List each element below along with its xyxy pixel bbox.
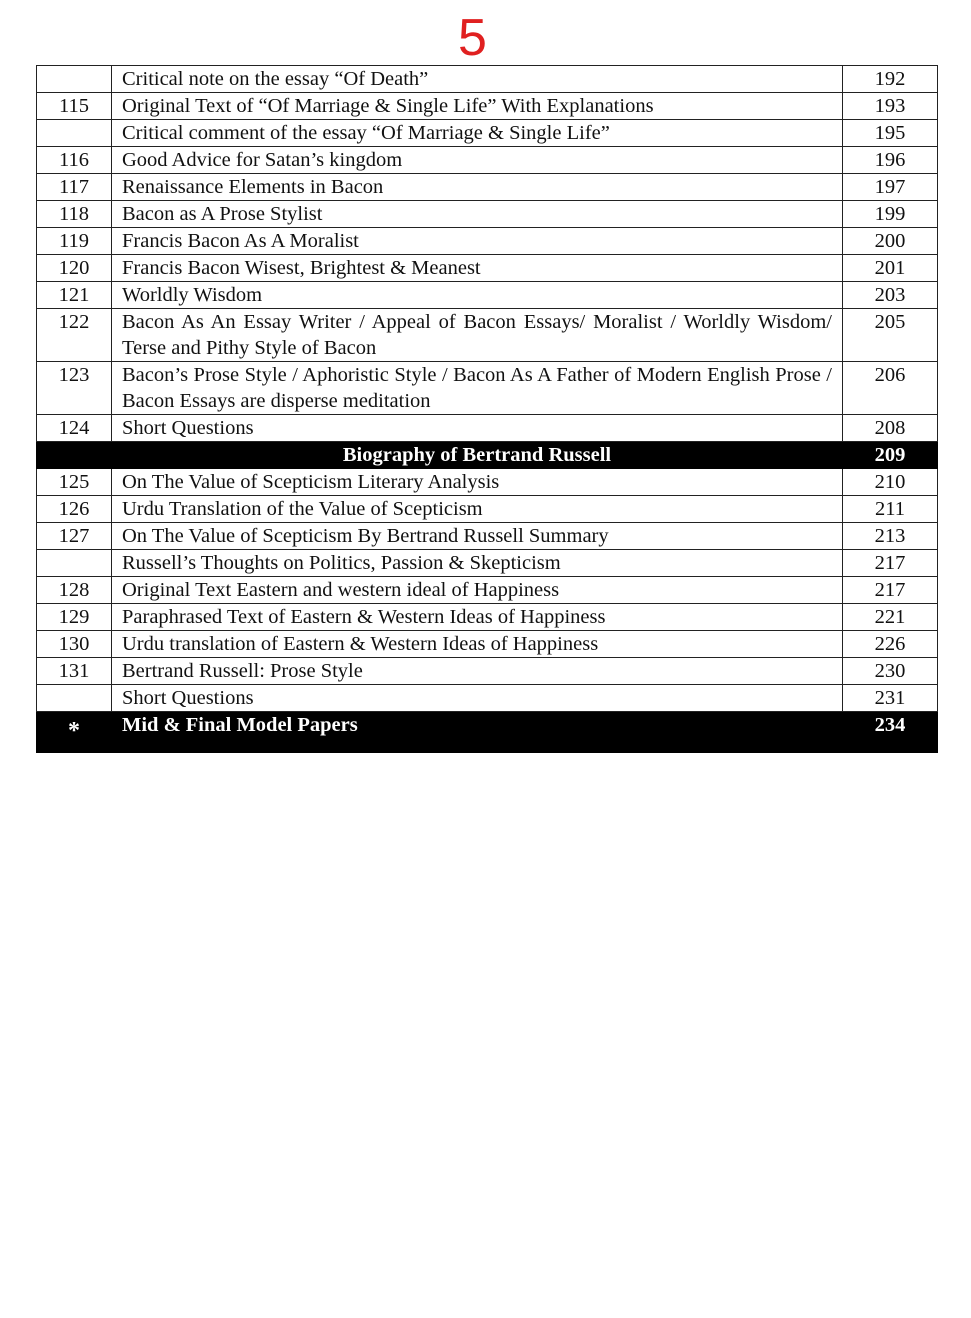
final-row [37, 712, 938, 753]
table-row [37, 415, 938, 442]
section-title: Biography of Bertrand Russell [112, 442, 843, 469]
table-of-contents [36, 65, 938, 753]
table-row [37, 174, 938, 201]
section-header-row [37, 442, 938, 469]
page-ref: 195 [843, 120, 938, 147]
chapter-number: 116 [37, 147, 112, 174]
final-title: Mid & Final Model Papers [112, 712, 843, 753]
table-row [37, 362, 938, 415]
page-ref: 192 [843, 66, 938, 93]
table-row [37, 120, 938, 147]
page-ref: 210 [843, 469, 938, 496]
chapter-number: 120 [37, 255, 112, 282]
page-ref: 196 [843, 147, 938, 174]
table-row [37, 496, 938, 523]
table-row [37, 201, 938, 228]
chapter-number [37, 550, 112, 577]
table-row [37, 550, 938, 577]
asterisk-icon: * [37, 712, 112, 753]
page-ref: 206 [843, 362, 938, 415]
page-number: 5 [458, 9, 487, 67]
chapter-title: Francis Bacon Wisest, Brightest & Meanest [112, 255, 843, 282]
chapter-number: 127 [37, 523, 112, 550]
chapter-title: Good Advice for Satan’s kingdom [112, 147, 843, 174]
chapter-title: Original Text Eastern and western ideal of Happiness [112, 577, 843, 604]
table-row [37, 469, 938, 496]
page-ref: 203 [843, 282, 938, 309]
chapter-title: Urdu translation of Eastern & Western Ideas of Happiness [112, 631, 843, 658]
chapter-number: 128 [37, 577, 112, 604]
page-ref: 208 [843, 415, 938, 442]
final-page-ref: 234 [843, 712, 938, 753]
page-ref: 217 [843, 577, 938, 604]
table-row [37, 309, 938, 362]
chapter-title: Russell’s Thoughts on Politics, Passion & Skepticism [112, 550, 843, 577]
chapter-number [37, 66, 112, 93]
chapter-number: 129 [37, 604, 112, 631]
chapter-title: Urdu Translation of the Value of Scepticism [112, 496, 843, 523]
section-page-ref: 209 [843, 442, 938, 469]
chapter-title: Bacon As An Essay Writer / Appeal of Bacon Essays/ Moralist / Worldly Wisdom/ Terse and Pithy Style of Bacon [112, 309, 843, 362]
page-ref: 231 [843, 685, 938, 712]
section-number [37, 442, 112, 469]
chapter-number: 123 [37, 362, 112, 415]
table-row [37, 228, 938, 255]
chapter-number: 124 [37, 415, 112, 442]
page-ref: 200 [843, 228, 938, 255]
page-ref: 201 [843, 255, 938, 282]
chapter-number: 119 [37, 228, 112, 255]
table-row [37, 523, 938, 550]
chapter-title: Short Questions [112, 685, 843, 712]
chapter-title: Bacon as A Prose Stylist [112, 201, 843, 228]
chapter-title: On The Value of Scepticism By Bertrand Russell Summary [112, 523, 843, 550]
chapter-title: Paraphrased Text of Eastern & Western Ideas of Happiness [112, 604, 843, 631]
table-row [37, 147, 938, 174]
chapter-number: 126 [37, 496, 112, 523]
table-row [37, 93, 938, 120]
chapter-number: 121 [37, 282, 112, 309]
page-ref: 217 [843, 550, 938, 577]
chapter-title: Critical note on the essay “Of Death” [112, 66, 843, 93]
page-ref: 213 [843, 523, 938, 550]
chapter-title: Renaissance Elements in Bacon [112, 174, 843, 201]
chapter-title: Original Text of “Of Marriage & Single Life” With Explanations [112, 93, 843, 120]
chapter-title: Worldly Wisdom [112, 282, 843, 309]
table-row [37, 685, 938, 712]
chapter-number [37, 120, 112, 147]
chapter-number: 125 [37, 469, 112, 496]
chapter-number: 115 [37, 93, 112, 120]
table-row [37, 604, 938, 631]
page-ref: 211 [843, 496, 938, 523]
chapter-title: On The Value of Scepticism Literary Analysis [112, 469, 843, 496]
page-ref: 193 [843, 93, 938, 120]
chapter-number: 122 [37, 309, 112, 362]
table-row [37, 282, 938, 309]
table-row [37, 255, 938, 282]
chapter-number: 130 [37, 631, 112, 658]
table-row [37, 577, 938, 604]
chapter-number [37, 685, 112, 712]
page-ref: 205 [843, 309, 938, 362]
page-ref: 226 [843, 631, 938, 658]
chapter-title: Short Questions [112, 415, 843, 442]
chapter-number: 117 [37, 174, 112, 201]
chapter-number: 131 [37, 658, 112, 685]
page-ref: 230 [843, 658, 938, 685]
table-row [37, 658, 938, 685]
page-ref: 199 [843, 201, 938, 228]
chapter-title: Francis Bacon As A Moralist [112, 228, 843, 255]
table-row [37, 66, 938, 93]
table-row [37, 631, 938, 658]
chapter-title: Critical comment of the essay “Of Marriage & Single Life” [112, 120, 843, 147]
chapter-title: Bertrand Russell: Prose Style [112, 658, 843, 685]
page-ref: 221 [843, 604, 938, 631]
page-ref: 197 [843, 174, 938, 201]
chapter-title: Bacon’s Prose Style / Aphoristic Style / Bacon As A Father of Modern English Prose / Bacon Essays are disperse meditation [112, 362, 843, 415]
chapter-number: 118 [37, 201, 112, 228]
